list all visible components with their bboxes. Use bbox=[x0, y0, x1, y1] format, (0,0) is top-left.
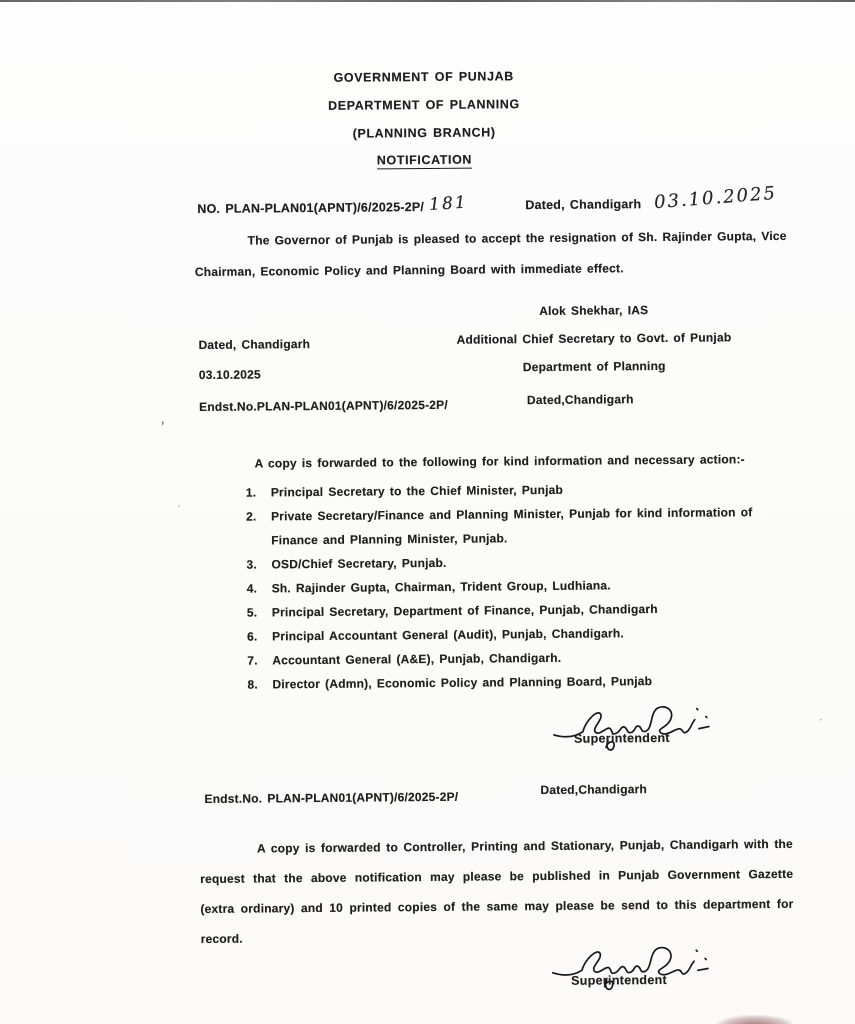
reference-dated bbox=[525, 182, 778, 214]
item-text: Private Secretary/Finance and Planning Minister, Punjab for kind information of Finance and Planning Minister, Punjab. bbox=[270, 505, 753, 548]
item-number: 4. bbox=[246, 581, 258, 596]
list-item bbox=[246, 500, 791, 553]
handwritten-serial: 181 bbox=[428, 192, 469, 215]
scan-speck bbox=[820, 719, 822, 721]
item-text: Principal Secretary to the Chief Minister, Punjab bbox=[270, 482, 564, 500]
signature2-block bbox=[549, 935, 725, 1007]
forwarding-paragraph: A copy is forwarded to Controller, Printing and Stationary, Punjab, Chandigarh with the request that the above notification may please be published in Punjab Government Gazette (extra ordinary) and 10 printed copies of the same may please be send to this department for record. bbox=[200, 836, 794, 946]
signature1-title: Superintendent bbox=[573, 730, 670, 746]
list-item bbox=[247, 668, 792, 697]
signatory-designation: Additional Chief Secretary to Govt. of Punjab bbox=[456, 330, 732, 347]
signatory-block bbox=[436, 295, 752, 382]
item-text: Sh. Rajinder Gupta, Chairman, Trident Group, Ludhiana. bbox=[271, 578, 611, 596]
red-stamp-mark bbox=[716, 1015, 794, 1024]
item-number: 7. bbox=[247, 653, 258, 668]
reference-number: NO. PLAN-PLAN01(APNT)/6/2025-2P/ bbox=[197, 200, 425, 216]
signatory-name: Alok Shekhar, IAS bbox=[539, 303, 649, 319]
dept-name: DEPARTMENT OF PLANNING bbox=[328, 97, 520, 113]
item-text: Accountant General (A&E), Punjab, Chandigarh. bbox=[272, 650, 562, 668]
item-text: Director (Admn), Economic Policy and Planning Board, Punjab bbox=[272, 674, 653, 692]
doc-title-line bbox=[0, 149, 852, 172]
scan-stray-mark: ’ bbox=[161, 420, 165, 433]
item-text: Principal Accountant General (Audit), Punjab, Chandigarh. bbox=[272, 626, 624, 644]
item-number: 6. bbox=[247, 629, 258, 644]
signatory-department: Department of Planning bbox=[522, 358, 666, 375]
item-text: Principal Secretary, Department of Finance, Punjab, Chandigarh bbox=[271, 601, 658, 620]
handwritten-date: 03.10.2025 bbox=[653, 182, 778, 214]
date-line: 03.10.2025 bbox=[198, 367, 261, 382]
endorsement2-dated: Dated,Chandigarh bbox=[540, 782, 648, 798]
place-date-block bbox=[198, 329, 310, 390]
org-name: GOVERNMENT OF PUNJAB bbox=[333, 69, 514, 85]
item-number: 2. bbox=[245, 509, 257, 524]
dated-label: Dated, Chandigarh bbox=[525, 197, 642, 213]
distribution-intro: A copy is forwarded to the following for kind information and necessary action:- bbox=[254, 452, 745, 471]
signature2-title: Superintendent bbox=[571, 972, 668, 988]
item-number: 3. bbox=[246, 557, 257, 572]
reference-line bbox=[197, 192, 469, 218]
notification-paragraph: The Governor of Punjab is pleased to accept the resignation of Sh. Rajinder Gupta, Vice Chairman, Economic Policy and Planning Board with immediate effect. bbox=[194, 228, 787, 280]
item-number: 5. bbox=[246, 605, 258, 620]
signature-scribble-icon bbox=[548, 935, 719, 998]
signature1-block bbox=[550, 695, 726, 767]
item-number: 8. bbox=[247, 677, 258, 692]
endorsement1-dated: Dated,Chandigarh bbox=[526, 392, 634, 408]
doc-title: NOTIFICATION bbox=[376, 152, 473, 168]
endorsement2-number: Endst.No. PLAN-PLAN01(APNT)/6/2025-2P/ bbox=[204, 789, 459, 806]
place-line: Dated, Chandigarh bbox=[198, 337, 311, 352]
branch-name: (PLANNING BRANCH) bbox=[352, 125, 496, 141]
endorsement1-number: Endst.No.PLAN-PLAN01(APNT)/6/2025-2P/ bbox=[199, 397, 448, 414]
distribution-list bbox=[246, 476, 793, 697]
item-text: OSD/Chief Secretary, Punjab. bbox=[271, 555, 447, 572]
signature-scribble-icon bbox=[550, 695, 721, 756]
item-number: 1. bbox=[245, 485, 257, 500]
scan-speck bbox=[178, 505, 180, 507]
